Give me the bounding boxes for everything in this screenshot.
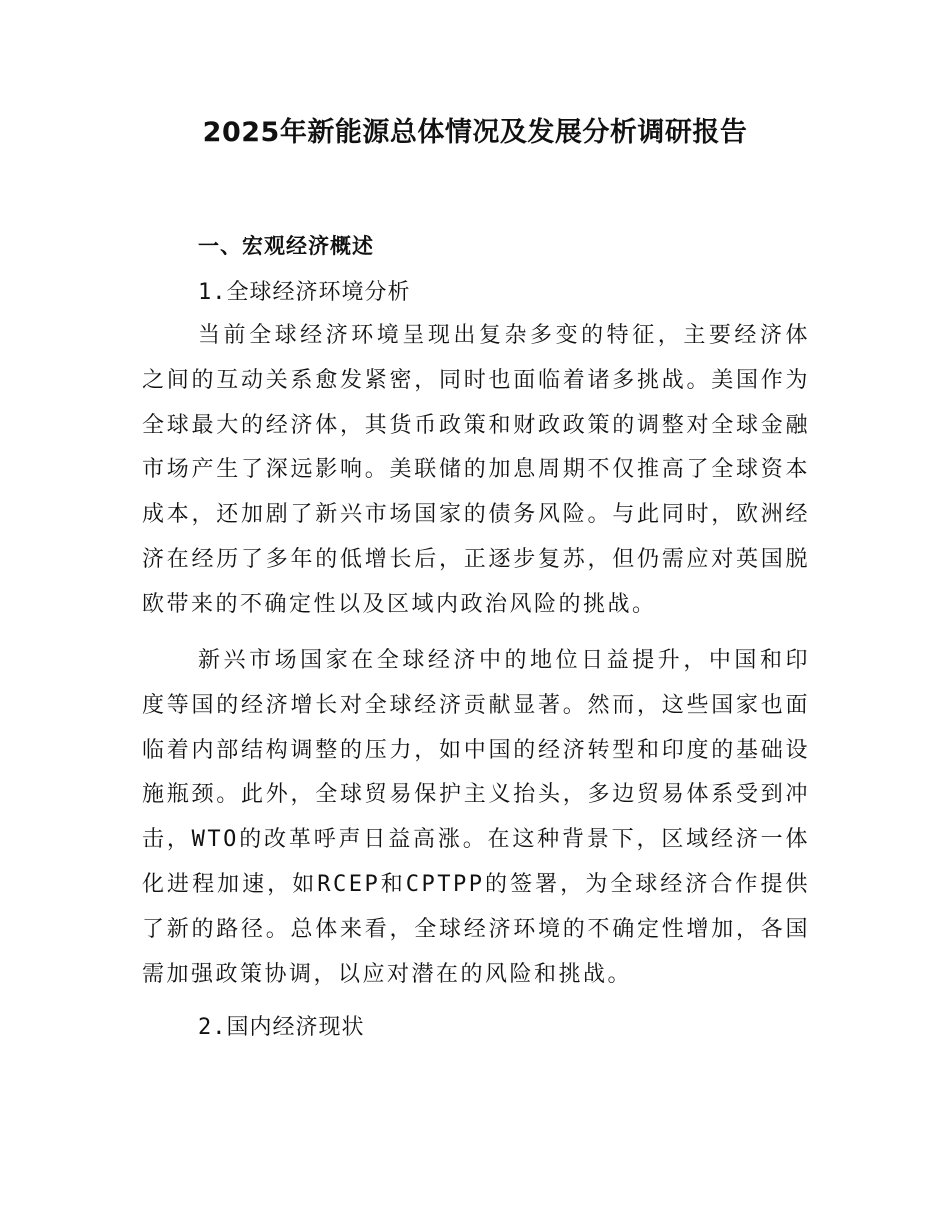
paragraph-global-economy: 当前全球经济环境呈现出复杂多变的特征，主要经济体之间的互动关系愈发紧密，同时也面临着诸多挑战。美国作为全球最大的经济体，其货币政策和财政政策的调整对全球金融市场产生了深远影响。美联储的加息周期不仅推高了全球资本成本，还加剧了新兴市场国家的债务风险。与此同时，欧洲经济在经历了多年的低增长后，正逐步复苏，但仍需应对英国脱欧带来的不确定性以及区域内政治风险的挑战。	[142, 323, 810, 617]
subsection-heading-global-economy: 1.全球经济环境分析	[198, 280, 411, 305]
paragraph-emerging-markets: 新兴市场国家在全球经济中的地位日益提升，中国和印度等国的经济增长对全球经济贡献显著。然而，这些国家也面临着内部结构调整的压力，如中国的经济转型和印度的基础设施瓶颈。此外，全球贸易保护主义抬头，多边贸易体系受到冲击，WTO的改革呼声日益高涨。在这种背景下，区域经济一体化进程加速，如RCEP和CPTPP的签署，为全球经济合作提供了新的路径。总体来看，全球经济环境的不确定性增加，各国需加强政策协调，以应对潜在的风险和挑战。	[142, 648, 810, 987]
subsection-heading-domestic-economy: 2.国内经济现状	[198, 1015, 365, 1040]
document-title: 2025年新能源总体情况及发展分析调研报告	[202, 117, 748, 148]
section-heading-macro-economy: 一、宏观经济概述	[198, 234, 374, 258]
